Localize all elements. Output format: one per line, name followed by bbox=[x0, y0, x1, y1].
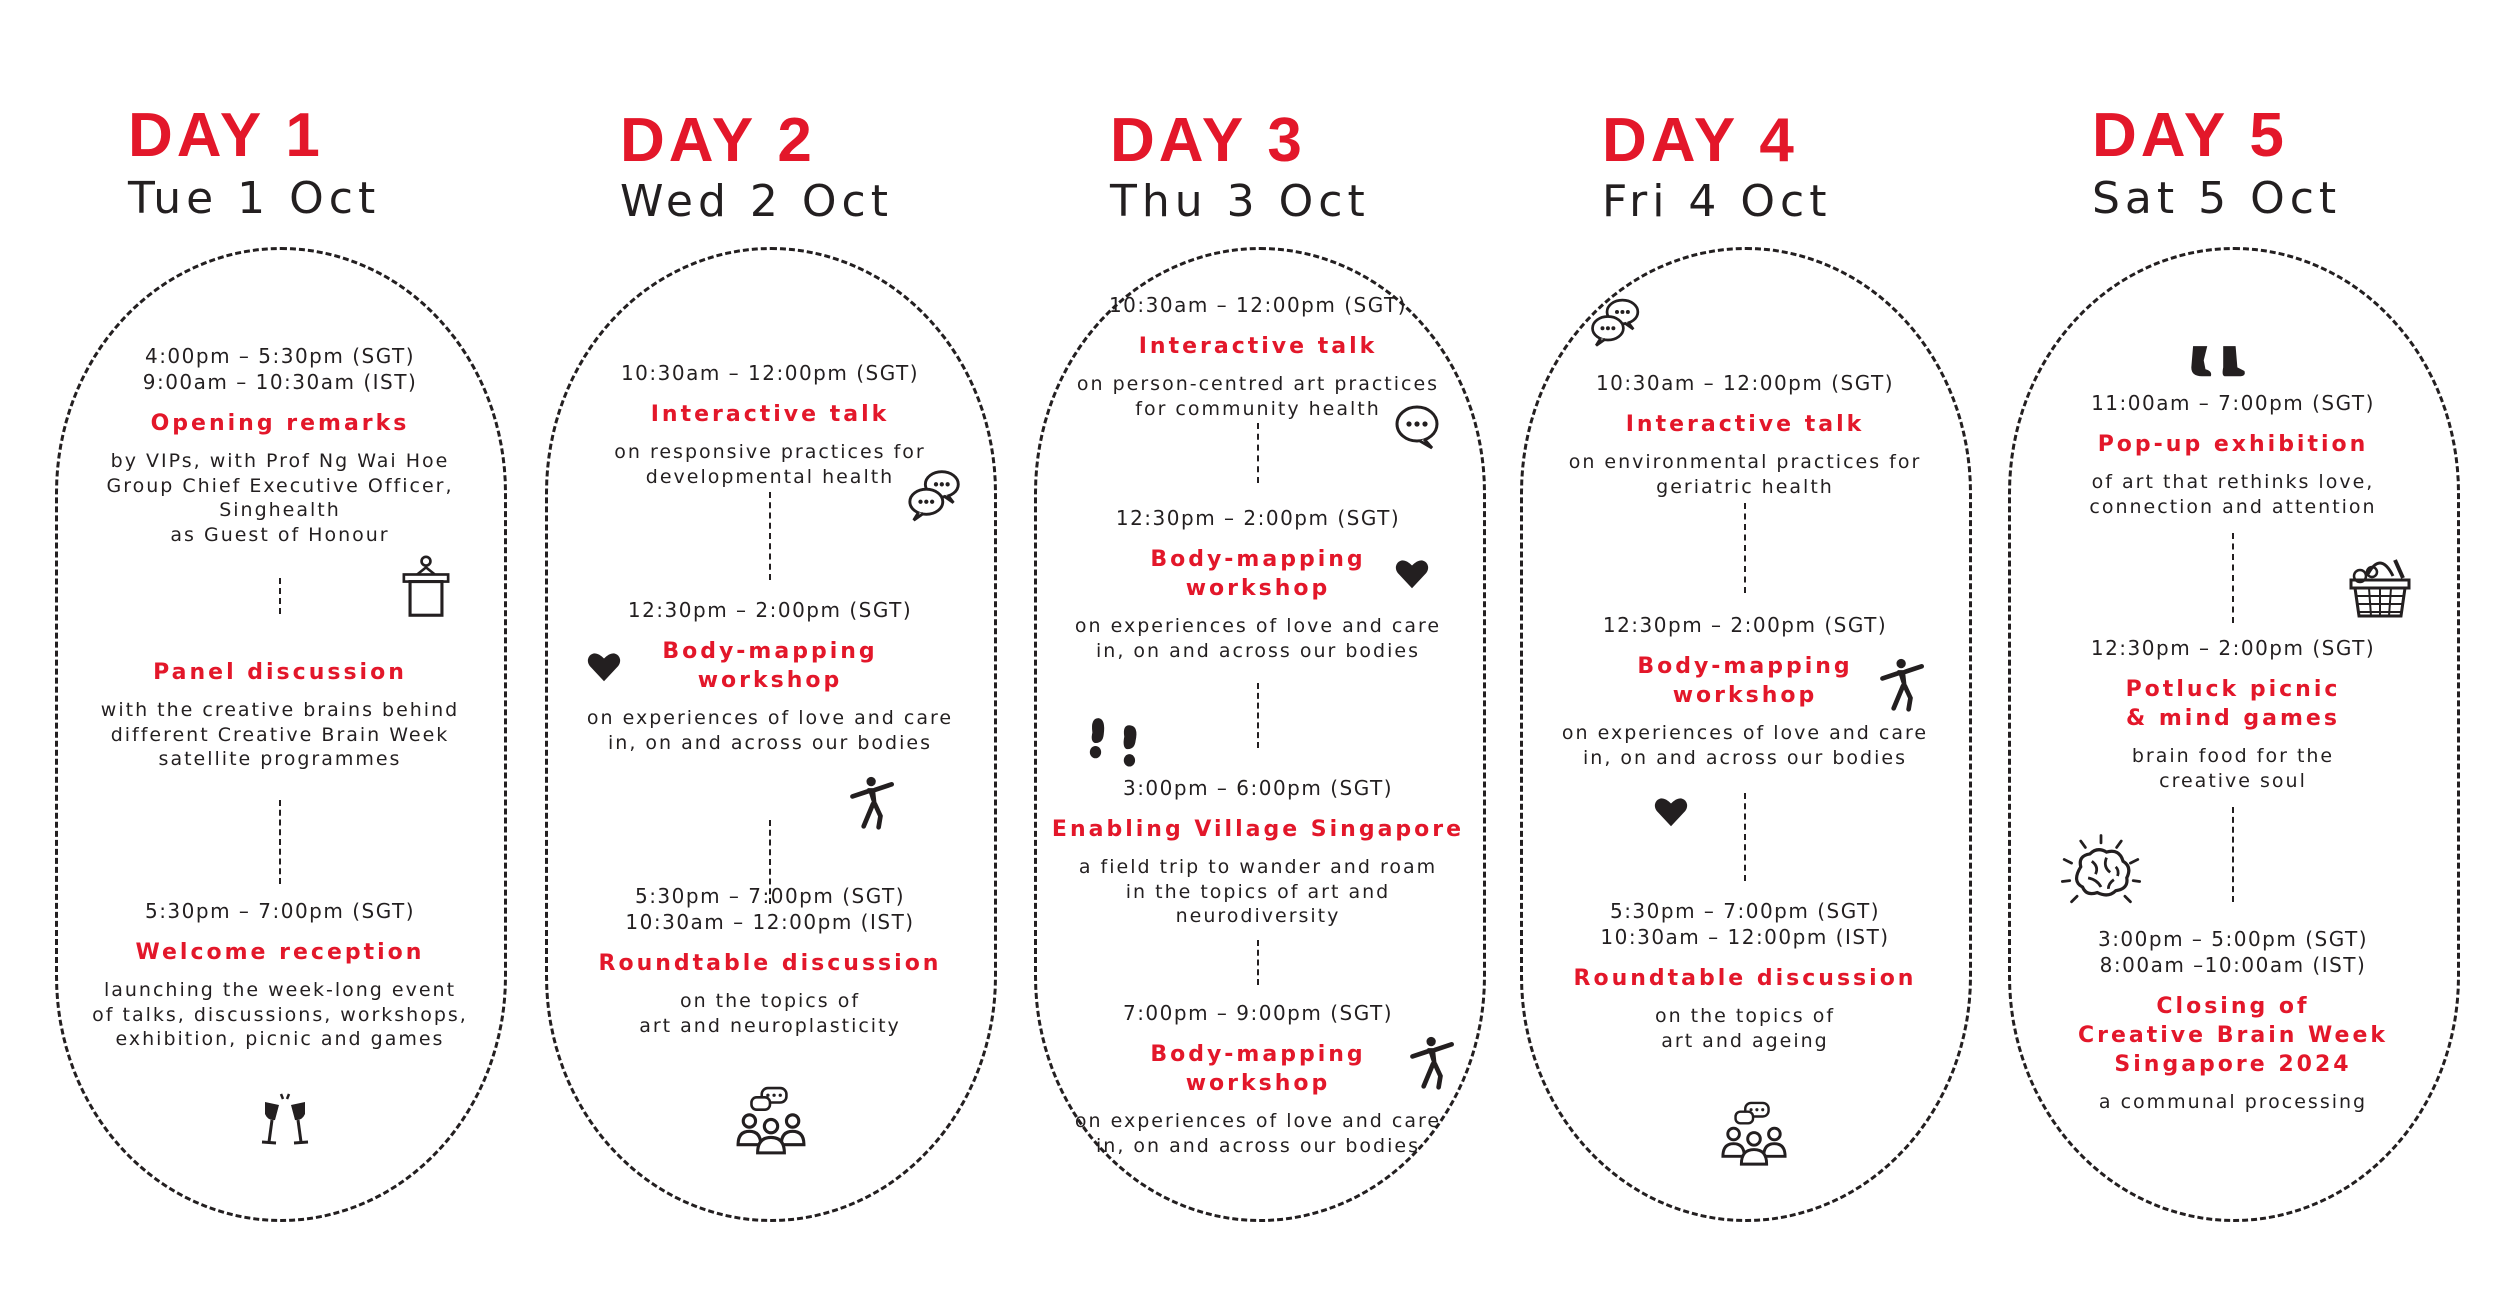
event-title: Singapore 2024 bbox=[2114, 1052, 2352, 1077]
day-date: Thu 3 Oct bbox=[1110, 176, 1370, 227]
event-time: 4:00pm – 5:30pm (SGT) bbox=[144, 344, 416, 368]
event-title: Roundtable discussion bbox=[1573, 966, 1917, 991]
timeline-connector bbox=[279, 578, 281, 614]
spacer bbox=[550, 978, 990, 989]
spacer bbox=[1038, 603, 1478, 614]
event-description: in, on and across our bodies bbox=[608, 731, 932, 754]
event-description: in, on and across our bodies bbox=[1096, 1134, 1420, 1157]
event-time: 11:00am – 7:00pm (SGT) bbox=[2091, 391, 2375, 415]
timeline-connector bbox=[1744, 793, 1746, 881]
event-description: on responsive practices for bbox=[614, 441, 926, 463]
event-time: 10:30am – 12:00pm (IST) bbox=[625, 910, 915, 934]
event-time: 3:00pm – 6:00pm (SGT) bbox=[1122, 776, 1394, 800]
day-date: Fri 4 Oct bbox=[1602, 176, 1832, 227]
event-title: Enabling Village Singapore bbox=[1051, 817, 1465, 842]
event-time: 5:30pm – 7:00pm (SGT) bbox=[634, 884, 906, 908]
spacer bbox=[1525, 950, 1965, 964]
event-time: 5:30pm – 7:00pm (SGT) bbox=[144, 899, 416, 923]
speech-bubbles-icon bbox=[905, 463, 967, 525]
spacer bbox=[1038, 801, 1478, 815]
spacer bbox=[60, 967, 500, 978]
day-date: Sat 5 Oct bbox=[2092, 173, 2342, 224]
event-block bbox=[60, 898, 500, 1052]
spacer bbox=[2013, 1079, 2453, 1090]
timeline-connector bbox=[279, 800, 281, 884]
event-title: workshop bbox=[1185, 1071, 1331, 1096]
spacer bbox=[550, 935, 990, 949]
event-description: on person-centred art practices bbox=[1076, 373, 1440, 395]
timeline-connector bbox=[769, 820, 771, 904]
event-block bbox=[60, 658, 500, 772]
event-description: a communal processing bbox=[2098, 1091, 2368, 1113]
event-description: of art that rethinks love, bbox=[2091, 471, 2375, 493]
event-description: brain food for the bbox=[2131, 745, 2335, 767]
spacer bbox=[60, 687, 500, 698]
event-description: creative soul bbox=[2159, 769, 2307, 792]
spacer bbox=[550, 623, 990, 637]
spacer bbox=[1525, 638, 1965, 652]
timeline-connector bbox=[769, 492, 771, 580]
spacer bbox=[1038, 361, 1478, 372]
dancing-figure-icon bbox=[845, 775, 901, 831]
spacer bbox=[1525, 396, 1965, 410]
spacer bbox=[60, 924, 500, 938]
spacer bbox=[2013, 733, 2453, 744]
event-description: art and ageing bbox=[1661, 1029, 1829, 1052]
event-description: launching the week-long event bbox=[103, 979, 457, 1001]
event-title: workshop bbox=[1672, 683, 1818, 708]
event-description: on the topics of bbox=[1654, 1005, 1836, 1027]
day-label: DAY 5 bbox=[2092, 101, 2288, 170]
dancing-figure-icon bbox=[1405, 1035, 1461, 1091]
day-label: DAY 1 bbox=[128, 101, 324, 170]
heart-icon bbox=[1393, 555, 1431, 593]
dancing-figure-icon bbox=[1875, 657, 1931, 713]
footprints-icon bbox=[1078, 712, 1150, 784]
event-time: 5:30pm – 7:00pm (SGT) bbox=[1609, 899, 1881, 923]
spacer bbox=[550, 386, 990, 400]
event-description: Group Chief Executive Officer, bbox=[106, 474, 454, 497]
event-title: Body-mapping bbox=[1637, 654, 1853, 679]
event-time: 7:00pm – 9:00pm (SGT) bbox=[1122, 1001, 1394, 1025]
day-label: DAY 2 bbox=[620, 106, 816, 175]
timeline-connector bbox=[1257, 423, 1259, 483]
event-block bbox=[1038, 775, 1478, 929]
event-time: 12:30pm – 2:00pm (SGT) bbox=[1602, 613, 1888, 637]
speech-bubbles-icon bbox=[1588, 292, 1646, 350]
event-description: satellite programmes bbox=[158, 748, 402, 770]
timeline-connector bbox=[2232, 807, 2234, 902]
event-description: geriatric health bbox=[1656, 475, 1834, 498]
event-description: exhibition, picnic and games bbox=[115, 1028, 445, 1050]
event-title: Body-mapping bbox=[1150, 547, 1366, 572]
event-description: in, on and across our bodies bbox=[1583, 746, 1907, 769]
event-title: workshop bbox=[697, 668, 843, 693]
brain-icon bbox=[2055, 830, 2147, 922]
event-title: Panel discussion bbox=[153, 660, 407, 685]
event-description: for community health bbox=[1135, 397, 1381, 420]
spacer bbox=[2013, 978, 2453, 992]
event-description: in, on and across our bodies bbox=[1096, 639, 1420, 662]
event-title: Welcome reception bbox=[135, 940, 425, 965]
spacer bbox=[1038, 844, 1478, 855]
event-time: 10:30am – 12:00pm (SGT) bbox=[1595, 371, 1895, 395]
event-description: different Creative Brain Week bbox=[110, 723, 450, 746]
spacer bbox=[1038, 1098, 1478, 1109]
spacer bbox=[550, 429, 990, 440]
timeline-connector bbox=[2232, 533, 2234, 623]
event-title: Body-mapping bbox=[662, 639, 878, 664]
event-description: in the topics of art and bbox=[1125, 880, 1391, 903]
event-description: Singhealth bbox=[219, 499, 341, 521]
cheers-icon bbox=[255, 1090, 315, 1150]
event-time: 12:30pm – 2:00pm (SGT) bbox=[627, 598, 913, 622]
event-description: of talks, discussions, workshops, bbox=[92, 1003, 468, 1026]
group-discussion-icon bbox=[1720, 1100, 1788, 1168]
event-title: & mind games bbox=[2126, 706, 2340, 731]
event-time: 8:00am –10:00am (IST) bbox=[2099, 953, 2367, 977]
event-time: 10:30am – 12:00pm (SGT) bbox=[620, 361, 920, 385]
event-description: on experiences of love and care bbox=[1074, 1110, 1442, 1132]
event-title: Body-mapping bbox=[1150, 1042, 1366, 1067]
event-description: connection and attention bbox=[2089, 495, 2377, 518]
day-date: Tue 1 Oct bbox=[128, 173, 381, 224]
event-block bbox=[2013, 390, 2453, 519]
spacer bbox=[550, 695, 990, 706]
event-description: by VIPs, with Prof Ng Wai Hoe bbox=[110, 450, 450, 472]
day-label: DAY 3 bbox=[1110, 106, 1306, 175]
event-time: 9:00am – 10:30am (IST) bbox=[142, 370, 418, 394]
event-title: Pop-up exhibition bbox=[2097, 432, 2369, 457]
picnic-basket-icon bbox=[2345, 552, 2415, 622]
event-title: Interactive talk bbox=[1625, 412, 1865, 437]
event-description: on experiences of love and care bbox=[1074, 615, 1442, 637]
podium-icon bbox=[395, 555, 457, 617]
timeline-connector bbox=[1257, 940, 1259, 985]
event-title: Interactive talk bbox=[1138, 334, 1378, 359]
event-description: on environmental practices for bbox=[1568, 451, 1922, 473]
event-time: 3:00pm – 5:00pm (SGT) bbox=[2097, 927, 2369, 951]
timeline-connector bbox=[1257, 683, 1259, 748]
event-description: neurodiversity bbox=[1175, 905, 1341, 927]
group-discussion-icon bbox=[735, 1085, 807, 1157]
day-date: Wed 2 Oct bbox=[620, 176, 893, 227]
event-description: on experiences of love and care bbox=[1561, 722, 1929, 744]
timeline-connector bbox=[1744, 503, 1746, 593]
feet-icon bbox=[2186, 332, 2248, 394]
heart-icon bbox=[1652, 793, 1690, 831]
event-description: art and neuroplasticity bbox=[639, 1014, 901, 1037]
spacer bbox=[1525, 993, 1965, 1004]
spacer bbox=[1525, 439, 1965, 450]
event-title: workshop bbox=[1185, 576, 1331, 601]
spacer bbox=[60, 395, 500, 409]
event-title: Creative Brain Week bbox=[2077, 1023, 2389, 1048]
spacer bbox=[1038, 531, 1478, 545]
event-title: Potluck picnic bbox=[2125, 677, 2341, 702]
spacer bbox=[1038, 318, 1478, 332]
event-title: Opening remarks bbox=[150, 411, 410, 436]
event-time: 12:30pm – 2:00pm (SGT) bbox=[2090, 636, 2376, 660]
event-description: developmental health bbox=[645, 465, 895, 488]
heart-icon bbox=[585, 648, 623, 686]
event-block bbox=[1525, 898, 1965, 1053]
event-description: as Guest of Honour bbox=[170, 523, 390, 546]
event-description: with the creative brains behind bbox=[100, 699, 460, 721]
event-title: Closing of bbox=[2156, 994, 2310, 1019]
event-block bbox=[550, 883, 990, 1038]
day-label: DAY 4 bbox=[1602, 106, 1798, 175]
spacer bbox=[60, 438, 500, 449]
event-description: on the topics of bbox=[679, 990, 861, 1012]
spacer bbox=[2013, 661, 2453, 675]
event-description: on experiences of love and care bbox=[586, 707, 954, 729]
spacer bbox=[2013, 459, 2453, 470]
event-block bbox=[1525, 370, 1965, 499]
spacer bbox=[2013, 416, 2453, 430]
event-block bbox=[2013, 635, 2453, 793]
event-block bbox=[2013, 926, 2453, 1115]
event-description: a field trip to wander and roam bbox=[1078, 856, 1438, 878]
event-title: Roundtable discussion bbox=[598, 951, 942, 976]
event-time: 12:30pm – 2:00pm (SGT) bbox=[1115, 506, 1401, 530]
event-time: 10:30am – 12:00pm (IST) bbox=[1600, 925, 1890, 949]
speech-bubble-icon bbox=[1392, 402, 1442, 452]
event-time: 10:30am – 12:00pm (SGT) bbox=[1108, 293, 1408, 317]
event-block bbox=[60, 343, 500, 547]
event-title: Interactive talk bbox=[650, 402, 890, 427]
